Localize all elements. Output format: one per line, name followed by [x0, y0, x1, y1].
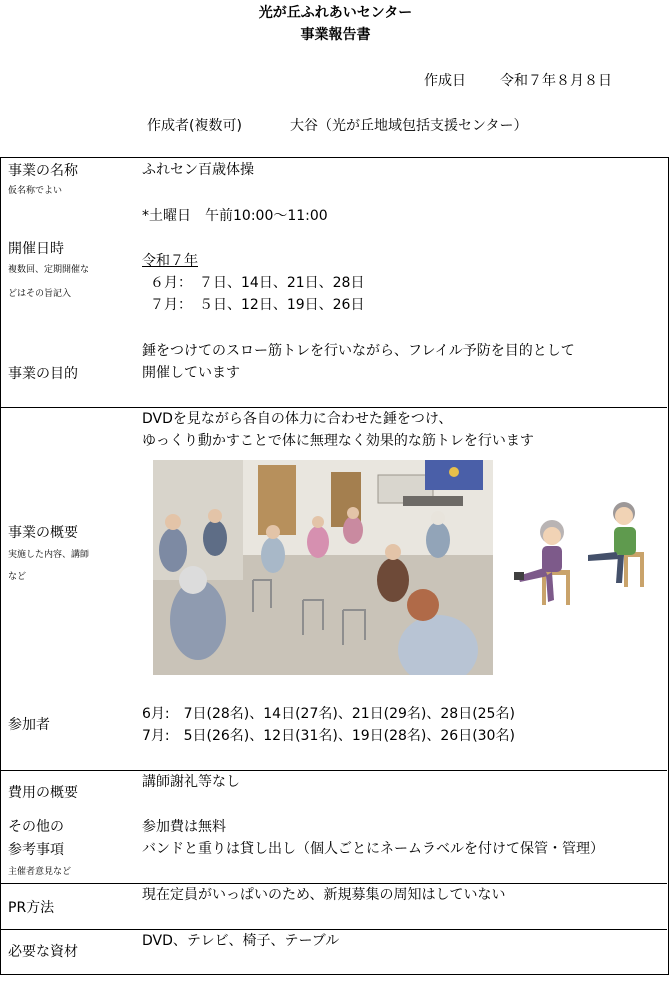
report-title: 事業報告書 [300, 27, 371, 43]
pr-value: 現在定員がいっぱいのため、新規募集の周知はしていない [142, 887, 506, 903]
pr-label: PR方法 [8, 900, 55, 916]
purpose-line-2: 開催しています [142, 365, 240, 381]
purpose-label: 事業の目的 [8, 366, 78, 382]
overview-note-1: 実施した内容、講師 [8, 550, 90, 560]
schedule-note-2: どはその旨記入 [8, 289, 72, 299]
schedule-year: 令和７年 [142, 253, 198, 269]
materials-value: DVD、テレビ、椅子、テーブル [142, 933, 340, 949]
schedule-time: *土曜日 午前10:00～11:00 [142, 208, 328, 224]
overview-note-2: など [8, 572, 27, 582]
participants-june: 6月: 7日(28名)、14日(27名)、21日(29名)、28日(25名) [142, 706, 515, 722]
author-label: 作成者(複数可) [147, 118, 242, 134]
schedule-june: ６月： ７日、14日、21日、28日 [150, 275, 365, 291]
other-label-2: 参考事項 [8, 842, 64, 858]
exercise-photo [153, 460, 493, 675]
center-name: 光が丘ふれあいセンター [258, 5, 413, 21]
overview-label: 事業の概要 [8, 525, 78, 541]
illustration-man-exercising [586, 497, 648, 596]
date-value: 令和７年８月８日 [500, 73, 612, 89]
overview-line-1: DVDを見ながら各自の体力に合わせた錘をつけ、 [142, 411, 453, 427]
schedule-note-1: 複数回、定期開催な [8, 265, 90, 275]
overview-line-2: ゆっくり動かすことで体に無理なく効果的な筋トレを行います [142, 433, 534, 449]
participants-label: 参加者 [8, 717, 50, 733]
materials-label: 必要な資材 [8, 944, 78, 960]
cost-label: 費用の概要 [8, 785, 78, 801]
name-value: ふれセン百歳体操 [142, 162, 254, 178]
author-value: 大谷（光が丘地域包括支援センター） [290, 118, 528, 134]
date-label: 作成日 [424, 73, 466, 89]
participants-july: 7月: 5日(26名)、12日(31名)、19日(28名)、26日(30名) [142, 728, 515, 744]
illustration-woman-exercising [512, 510, 574, 614]
name-label: 事業の名称 [8, 163, 78, 179]
name-note: 仮名称でよい [8, 186, 63, 196]
schedule-label: 開催日時 [8, 241, 64, 257]
other-label-1: その他の [8, 819, 64, 835]
other-line-1: 参加費は無料 [142, 819, 226, 835]
cost-value: 講師謝礼等なし [142, 774, 240, 790]
purpose-line-1: 錘をつけてのスロー筋トレを行いながら、フレイル予防を目的として [142, 343, 575, 359]
schedule-july: ７月： ５日、12日、19日、26日 [150, 297, 365, 313]
other-note: 主催者意見など [8, 867, 72, 877]
other-line-2: バンドと重りは貸し出し（個人ごとにネームラベルを付けて保管・管理） [142, 841, 604, 857]
row-divider [0, 770, 667, 771]
